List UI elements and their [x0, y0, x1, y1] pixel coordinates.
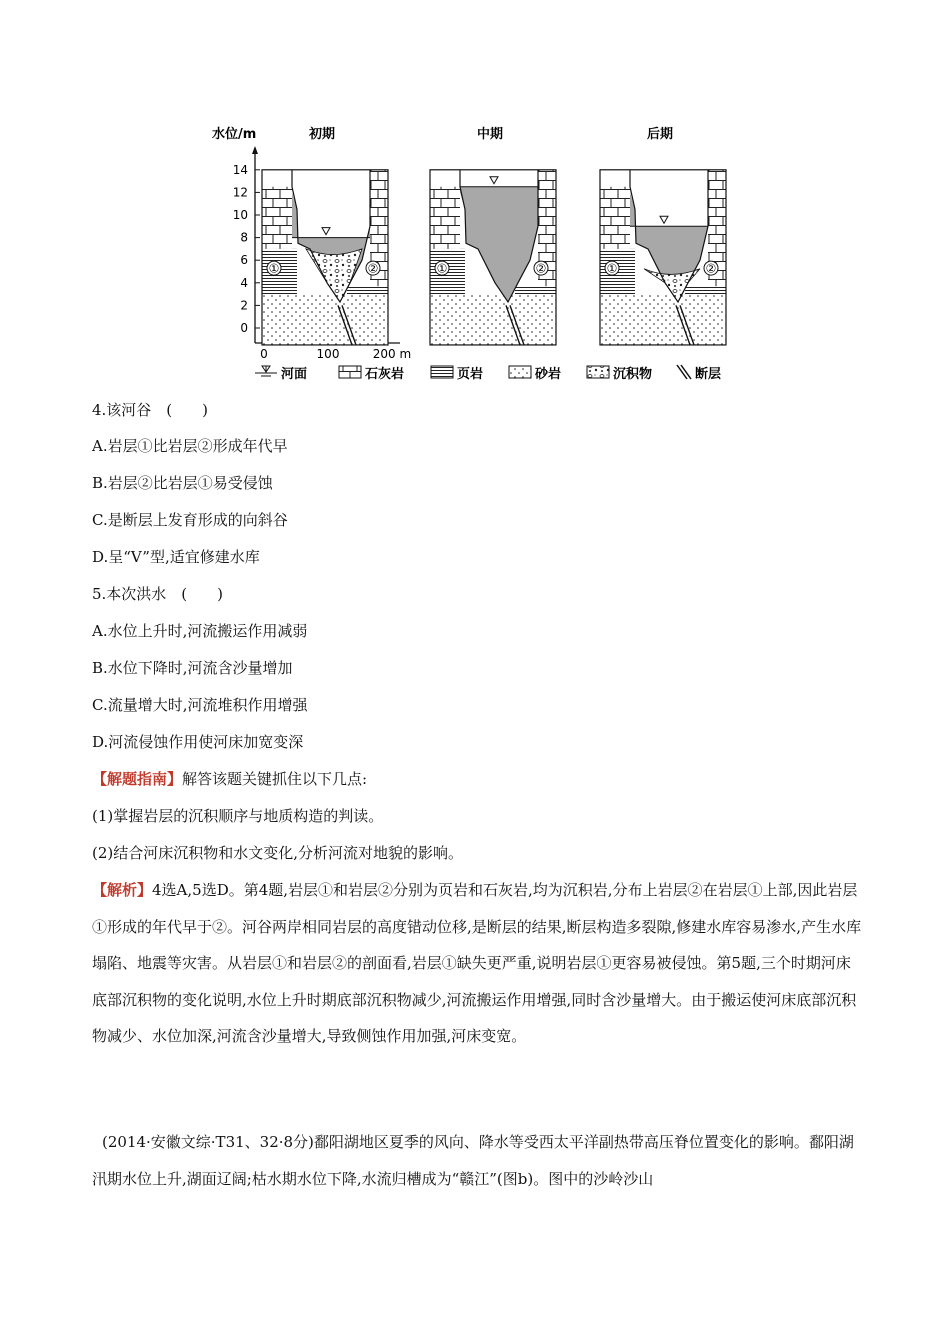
q5-option-d: D.河流侵蚀作用使河床加宽变深 [92, 733, 304, 751]
guide-tag: 【解题指南】 [92, 770, 183, 788]
x-ticks [260, 347, 411, 361]
sandstone-layer [430, 294, 556, 345]
water-body [460, 187, 538, 302]
shale-layer-right [515, 286, 556, 294]
layer-label-1: ① [436, 261, 448, 276]
x-tick-label: 200 m [372, 347, 412, 361]
q5-stem: 5.本次洪水 ( ) [92, 585, 224, 603]
q4-stem: 4.该河谷 ( ) [92, 401, 209, 419]
q5-option-a: A.水位上升时,河流搬运作用减弱 [92, 622, 308, 640]
layer-label-1: ① [268, 261, 280, 276]
y-tick-label: 12 [232, 185, 248, 200]
guide-point-2: (2)结合河床沉积物和水文变化,分析河流对地貌的影响。 [92, 844, 464, 862]
legend-fault [677, 365, 721, 382]
guide-line [92, 769, 367, 789]
shale-layer-right [685, 286, 726, 294]
y-tick-label: 14 [232, 162, 248, 177]
legend-limestone [339, 366, 404, 382]
x-tick-label: 100 [316, 347, 340, 361]
y-tick-label: 2 [240, 298, 248, 313]
panel-2 [430, 126, 556, 345]
q4-option-d: D.呈“V”型,适宜修建水库 [92, 548, 260, 566]
guide-point-1: (1)掌握岩层的沉积顺序与地质构造的判读。 [92, 807, 384, 825]
layer-label-1: ① [606, 261, 618, 276]
legend-sandstone [509, 366, 561, 382]
legend-shale [431, 366, 483, 382]
sandstone-layer [262, 294, 388, 345]
svg-text:砂岩: 砂岩 [535, 367, 562, 382]
guide-text: 解答该题关键抓住以下几点: [182, 770, 368, 788]
q5-option-b: B.水位下降时,河流含沙量增加 [92, 659, 293, 677]
legend [255, 365, 721, 382]
q4-option-a: A.岩层①比岩层②形成年代早 [92, 437, 288, 455]
next-question-paragraph: (2014·安徽文综·T31、32·8分)鄱阳湖地区夏季的风向、降水等受西太平洋副热带高压脊位置变化的影响。鄱阳湖汛期水位上升,湖面辽阔;枯水期水位下降,水流归槽成为“赣江”(图b)。图中的沙岭沙山 [92, 1133, 854, 1188]
y-tick-label: 10 [232, 208, 248, 222]
river-valley-figure [210, 118, 750, 393]
svg-text:河面: 河面 [281, 367, 308, 382]
y-axis [212, 126, 258, 343]
panel-1 [262, 126, 388, 345]
svg-text:沉积物: 沉积物 [613, 367, 653, 382]
limestone-left [262, 187, 292, 249]
y-tick-label: 6 [240, 253, 248, 268]
y-tick-label: 4 [240, 275, 248, 290]
y-axis-label: 水位/m [212, 127, 257, 142]
analysis-text: 4选A,5选D。第4题,岩层①和岩层②分别为页岩和石灰岩,均为沉积岩,分布上岩层②在岩层①上部,因此岩层①形成的年代早于②。河谷两岸相同岩层的高度错动位移,是断层的结果,断层构造多裂隙,修建水库容易渗水,产生水库塌陷、地震等灾害。从岩层①和岩层②的剖面看,岩层①缺失更严重,说明岩层①更容易被侵蚀。第5题,三个时期河床底部沉积物的变化说明,水位上升时期底部沉积物减少,河流搬运作用增强,同时含沙量增大。由于搬运使河床底部沉积物减少、水位加深,河流含沙量增大,导致侧蚀作用加强,河床变宽。 [92, 881, 862, 1045]
limestone-left [600, 187, 630, 249]
svg-text:断层: 断层 [695, 367, 722, 382]
q4-option-c: C.是断层上发育形成的向斜谷 [92, 511, 288, 529]
analysis-paragraph [92, 872, 862, 1055]
y-tick-label: 0 [240, 321, 248, 335]
layer-label-2: ② [705, 261, 717, 276]
q4-option-b: B.岩层②比岩层①易受侵蚀 [92, 474, 273, 492]
panel-3 [600, 126, 726, 345]
legend-sediment [587, 366, 652, 382]
x-tick-label: 0 [260, 347, 268, 361]
panel-title: 中期 [476, 127, 504, 142]
y-ticks [233, 163, 260, 335]
shale-layer-right [347, 286, 388, 294]
sandstone-layer [600, 294, 726, 345]
panel-title: 初期 [308, 127, 336, 142]
limestone-left [430, 187, 460, 249]
layer-label-2: ② [367, 261, 379, 276]
legend-river-surface [255, 366, 307, 382]
panel-title: 后期 [646, 127, 674, 142]
panels [262, 126, 726, 345]
svg-text:页岩: 页岩 [457, 367, 484, 382]
q5-option-c: C.流量增大时,河流堆积作用增强 [92, 696, 308, 714]
layer-label-2: ② [535, 261, 547, 276]
analysis-tag: 【解析】 [92, 881, 153, 899]
y-tick-label: 8 [240, 230, 248, 245]
svg-text:石灰岩: 石灰岩 [365, 367, 405, 382]
